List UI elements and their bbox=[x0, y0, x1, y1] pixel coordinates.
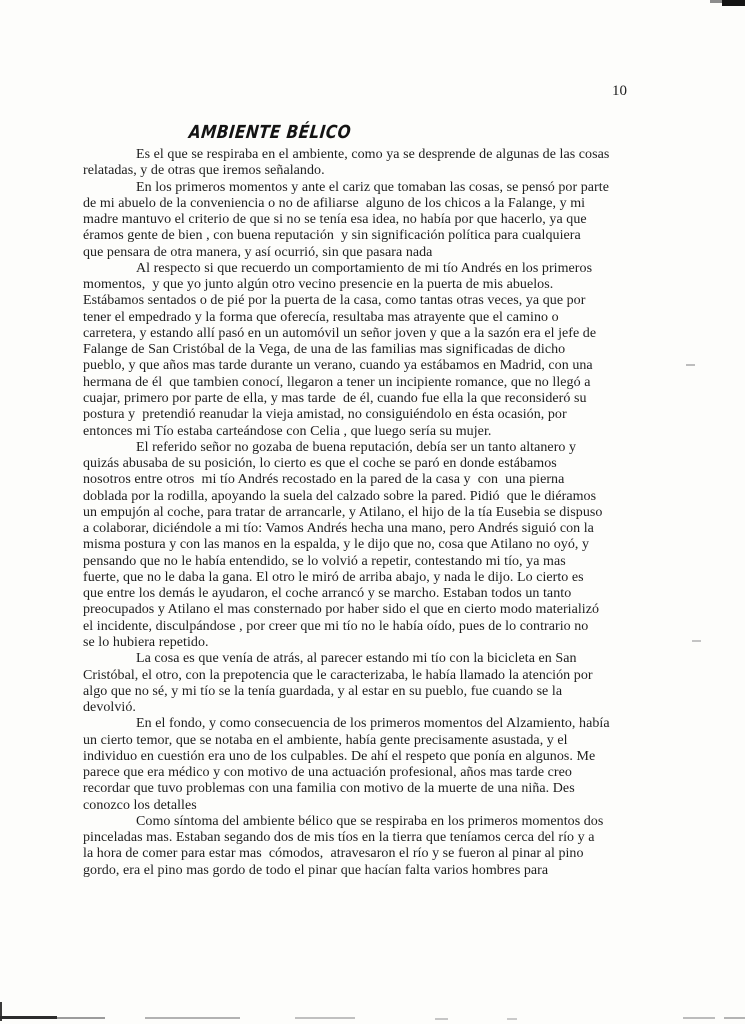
scan-artifact-top-right-fade bbox=[710, 0, 722, 3]
body-text bbox=[83, 147, 693, 879]
text-line: un empujón al coche, para tratar de arrancarle, y Atilano, el hijo de la tía Eusebia se dispuso bbox=[83, 504, 603, 520]
scan-artifact-bottom-edge-gray bbox=[57, 1017, 105, 1019]
text-line: La cosa es que venía de atrás, al parecer estando mi tío con la bicicleta en San bbox=[136, 651, 577, 667]
text-line: cuajar, primero por parte de ella, y mas tarde de él, cuando fue ella la que reconsideró su bbox=[83, 390, 587, 406]
text-line: Al respecto si que recuerdo un comportamiento de mi tío Andrés en los primeros bbox=[136, 260, 593, 276]
text-line: carretera, y estando allí pasó en un automóvil un señor joven y que a la sazón era el jefe de bbox=[83, 325, 597, 341]
scan-artifact-top-right-bar bbox=[722, 0, 745, 6]
scan-artifact-bottom-dash bbox=[435, 1018, 448, 1020]
text-line: madre mantuvo el criterio de que si no se tenía esa idea, no había por que hacerlo, ya que bbox=[83, 212, 587, 228]
text-line: pueblo, y que años mas tarde durante un verano, cuando ya estábamos en Madrid, con una bbox=[83, 358, 593, 374]
text-line: Es el que se respiraba en el ambiente, como ya se desprende de algunas de las cosas bbox=[136, 147, 610, 162]
text-line: Estábamos sentados o de pié por la puerta de la casa, como tantas otras veces, ya que por bbox=[83, 293, 586, 309]
text-line: se lo hubiera repetido. bbox=[83, 634, 209, 650]
page-number: 10 bbox=[612, 83, 627, 99]
text-line: gordo, era el pino mas gordo de todo el pinar que hacían falta varios hombres para bbox=[83, 862, 549, 878]
text-line: que entre los demás le ayudaron, el coche arrancó y se marcho. Estaban todos un tanto bbox=[83, 586, 572, 602]
scan-artifact-bottom-dash bbox=[295, 1017, 355, 1019]
scan-artifact-bottom-dash bbox=[507, 1018, 517, 1020]
text-line: Falange de San Cristóbal de la Vega, de una de las familias mas significadas de dicho bbox=[83, 342, 566, 358]
text-line: fuerte, que no le daba la gana. El otro le miró de arriba abajo, y nada le dijo. Lo cierto es bbox=[83, 569, 584, 585]
section-title: AMBIENTE BÉLICO bbox=[187, 122, 353, 143]
text-line: nosotros entre otros mi tío Andrés recostado en la pared de la casa y con una pierna bbox=[83, 472, 565, 488]
text-line: entonces mi Tío estaba carteándose con Celia , que luego sería su mujer. bbox=[83, 423, 492, 439]
text-line: tener el empedrado y la forma que oferecía, resultaba mas atrayente que el camino o bbox=[83, 309, 559, 325]
text-line: algo que no sé, y mi tío se la tenía guardada, y al estar en su pueblo, fue cuando se la bbox=[83, 683, 563, 699]
text-line: El referido señor no gozaba de buena reputación, debía ser un tanto altanero y bbox=[136, 439, 577, 455]
text-line: conozco los detalles bbox=[83, 797, 197, 813]
text-line: relatadas, y de otras que iremos señalando. bbox=[83, 163, 325, 179]
text-line: misma postura y con las manos en la espalda, y le dijo que no, cosa que Atilano no oyó, y bbox=[83, 537, 590, 553]
text-line: que pensara de otra manera, y así ocurrió, sin que pasara nada bbox=[83, 244, 433, 260]
text-line: Cristóbal, el otro, con la prepotencia que le caracterizaba, le había llamado la atención por bbox=[83, 667, 593, 683]
scan-artifact-bottom-dash bbox=[145, 1017, 240, 1019]
text-line: momentos, y que yo junto algún otro vecino presencie en la puerta de mis abuelos. bbox=[83, 277, 554, 293]
text-line: parece que era médico y con motivo de una actuación profesional, años mas tarde creo bbox=[83, 765, 572, 781]
text-line: a colaborar, diciéndole a mi tío: Vamos Andrés hecha una mano, pero Andrés siguió con la bbox=[83, 521, 594, 537]
scan-speck bbox=[686, 364, 695, 366]
text-line: la hora de comer para estar mas cómodos, atravesaron el río y se fueron al pinar al pino bbox=[83, 846, 584, 862]
text-line: devolvió. bbox=[83, 700, 136, 716]
scan-artifact-bottom-edge-dark bbox=[0, 1016, 57, 1019]
text-line: pensando que no le había entendido, se lo volvió a repetir, contestando mi tío, ya mas bbox=[83, 553, 566, 569]
text-line: En los primeros momentos y ante el cariz que tomaban las cosas, se pensó por parte bbox=[136, 179, 609, 195]
text-line: preocupados y Atilano el mas consternado por haber sido el que en cierto modo materializó bbox=[83, 602, 600, 618]
scan-artifact-bottom-dash bbox=[683, 1017, 715, 1019]
text-line: Como síntoma del ambiente bélico que se respiraba en los primeros momentos dos bbox=[136, 813, 604, 829]
text-line: recordar que tuvo problemas con una familia con motivo de la muerte de una niña. Des bbox=[83, 781, 575, 797]
text-line: éramos gente de bien , con buena reputación y sin significación política para cualquiera bbox=[83, 228, 581, 244]
text-line: pinceladas mas. Estaban segando dos de mis tíos en la tierra que teníamos cerca del río y a bbox=[83, 830, 595, 846]
text-line: un cierto temor, que se notaba en el ambiente, había gente precisamente asustada, y el bbox=[83, 732, 568, 748]
text-line: hermana de él que tambien conocí, llegaron a tener un incipiente romance, que no llegó a bbox=[83, 374, 591, 390]
scan-speck bbox=[692, 640, 701, 642]
text-line: postura y pretendió reanudar la vieja amistad, no consiguiéndolo en ésta ocasión, por bbox=[83, 407, 567, 423]
text-line: de mi abuelo de la conveniencia o no de afiliarse alguno de los chicos a la Falange, y mi bbox=[83, 195, 586, 211]
text-line: el incidente, disculpándose , por creer que mi tío no le había oído, pues de lo contrario no bbox=[83, 618, 589, 634]
text-line: En el fondo, y como consecuencia de los primeros momentos del Alzamiento, había bbox=[136, 716, 610, 732]
text-line: individuo en cuestión era uno de los culpables. De ahí el respeto que ponía en algunos. Me bbox=[83, 748, 596, 764]
text-line: doblada por la rodilla, apoyando la suela del calzado sobre la pared. Pidió que le diéramos bbox=[83, 488, 597, 504]
text-line: quizás abusaba de su posición, lo cierto es que el coche se paró en donde estábamos bbox=[83, 456, 557, 472]
scan-artifact-bottom-dash bbox=[724, 1017, 745, 1019]
